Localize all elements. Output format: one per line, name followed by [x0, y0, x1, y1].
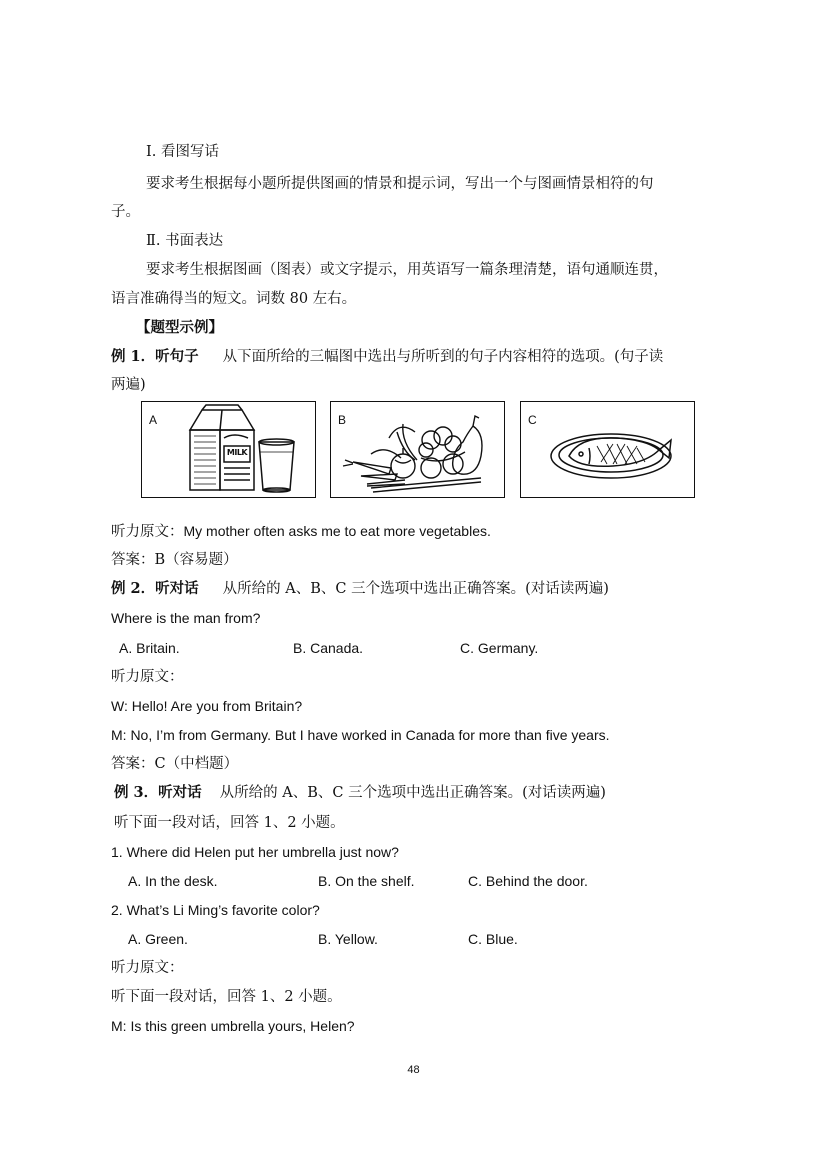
example-2-question: Where is the man from? — [111, 610, 261, 626]
example-2-man-line: M: No, I’m from Germany. But I have worked in Canada for more than five years. — [111, 727, 610, 743]
picture-b-letter: B — [338, 413, 347, 427]
example-2-option-c: C. Germany. — [460, 640, 539, 656]
example-3-question-1: 1. Where did Helen put her umbrella just now? — [111, 844, 399, 860]
example-3-title: 例 3．听对话 — [114, 784, 202, 801]
section-1-text-cont: 子。 — [111, 204, 140, 220]
section-2-text: 要求考生根据图画（图表）或文字提示，用英语写一篇条理清楚，语句通顺连贯， — [146, 262, 668, 278]
transcript-label: 听力原文： — [111, 524, 184, 540]
section-1-heading: Ⅰ. 看图写话 — [146, 144, 219, 160]
picture-c-letter: C — [528, 413, 537, 427]
example-3-q2-option-c: C. Blue. — [468, 931, 518, 947]
answer-text: C（中档题） — [154, 756, 239, 772]
example-3-intro: 听下面一段对话，回答 1、2 小题。 — [114, 815, 345, 831]
example-3-q1-option-b: B. On the shelf. — [318, 873, 415, 889]
example-1-answer — [111, 550, 238, 570]
picture-a-letter: A — [149, 413, 158, 427]
section-1-text: 要求考生根据每小题所提供图画的情景和提示词，写出一个与图画情景相符的句 — [146, 176, 654, 192]
picture-a — [141, 401, 316, 498]
example-3-line — [114, 783, 606, 803]
example-2-line — [111, 579, 609, 599]
answer-text: B（容易题） — [154, 552, 238, 568]
question-type-examples-heading: 【题型示例】 — [136, 319, 223, 336]
page-number: 48 — [407, 1064, 420, 1076]
example-1-transcript — [111, 521, 491, 542]
example-3-q2-option-a: A. Green. — [128, 931, 188, 947]
example-3-transcript-label: 听力原文： — [111, 960, 184, 976]
example-3-q1-option-a: A. In the desk. — [128, 873, 218, 889]
example-3-q2-option-b: B. Yellow. — [318, 931, 378, 947]
answer-label: 答案： — [111, 756, 155, 772]
example-2-answer — [111, 754, 238, 774]
vegetables-icon — [331, 402, 504, 497]
example-1-instruction: 从下面所给的三幅图中选出与所听到的句子内容相符的选项。(句子读 — [222, 349, 664, 365]
section-2-text-cont: 语言准确得当的短文。词数 80 左右。 — [111, 291, 357, 307]
fish-on-plate-icon — [521, 402, 694, 497]
example-2-instruction: 从所给的 A、B、C 三个选项中选出正确答案。(对话读两遍) — [222, 581, 609, 597]
example-2-woman-line: W: Hello! Are you from Britain? — [111, 698, 303, 714]
picture-b — [330, 401, 505, 498]
example-3-man-line: M: Is this green umbrella yours, Helen? — [111, 1018, 355, 1034]
example-1-line — [111, 347, 663, 367]
example-3-question-2: 2. What’s Li Ming’s favorite color? — [111, 902, 320, 918]
section-2-heading: Ⅱ. 书面表达 — [146, 233, 224, 249]
example-2-option-b: B. Canada. — [293, 640, 364, 656]
picture-c — [520, 401, 695, 498]
example-1-title: 例 1．听句子 — [111, 348, 199, 365]
example-3-transcript-intro: 听下面一段对话，回答 1、2 小题。 — [111, 989, 342, 1005]
example-2-title: 例 2．听对话 — [111, 580, 199, 597]
example-3-instruction: 从所给的 A、B、C 三个选项中选出正确答案。(对话读两遍) — [219, 785, 606, 801]
transcript-text: My mother often asks me to eat more vegetables. — [183, 523, 491, 539]
example-2-option-a: A. Britain. — [119, 640, 180, 656]
carton-label: MILK — [226, 448, 248, 457]
example-3-q1-option-c: C. Behind the door. — [468, 873, 588, 889]
answer-label: 答案： — [111, 552, 155, 568]
example-1-instruction-cont: 两遍) — [111, 377, 146, 393]
example-2-transcript-label: 听力原文： — [111, 669, 184, 685]
